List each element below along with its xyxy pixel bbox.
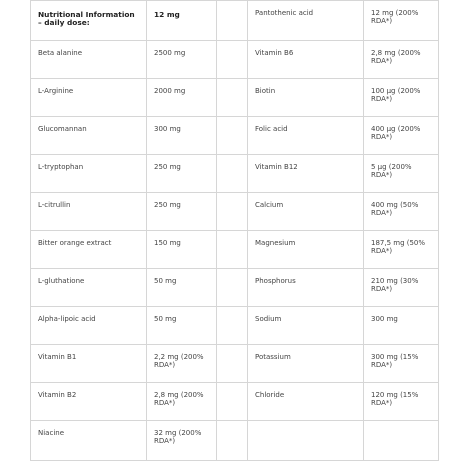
nutrient-name: Biotin [248, 79, 364, 117]
nutrient-name: Vitamin B2 [31, 383, 147, 421]
table-row [31, 155, 439, 193]
table-row [31, 41, 439, 79]
spacer-cell [217, 79, 248, 117]
nutrient-name: Bitter orange extract [31, 231, 147, 269]
spacer-cell [217, 421, 248, 461]
nutrient-name: Beta alanine [31, 41, 147, 79]
nutrient-name: L-gluthatione [31, 269, 147, 307]
nutrient-amount: 2000 mg [147, 79, 217, 117]
nutrient-name: Sodium [248, 307, 364, 345]
header-right-label: Pantothenic acid [248, 1, 364, 41]
spacer-cell [217, 231, 248, 269]
spacer-cell [217, 117, 248, 155]
nutrient-amount: 300 mg (15% RDA*) [364, 345, 439, 383]
spacer-cell [217, 269, 248, 307]
nutrient-amount: 187,5 mg (50% RDA*) [364, 231, 439, 269]
spacer-cell [217, 345, 248, 383]
table-row [31, 79, 439, 117]
nutrient-name: Niacine [31, 421, 147, 461]
nutrient-name: Alpha-lipoic acid [31, 307, 147, 345]
table-row [31, 421, 439, 461]
nutrient-name [248, 421, 364, 461]
nutrient-name: Folic acid [248, 117, 364, 155]
header-label: Nutritional Information – daily dose: [31, 1, 147, 41]
nutrient-name: L-Arginine [31, 79, 147, 117]
spacer-cell [217, 41, 248, 79]
nutrient-amount: 2,8 mg (200% RDA*) [364, 41, 439, 79]
nutrient-amount: 250 mg [147, 193, 217, 231]
nutrient-amount: 300 mg [364, 307, 439, 345]
nutrient-name: Glucomannan [31, 117, 147, 155]
nutrient-amount: 5 µg (200% RDA*) [364, 155, 439, 193]
nutrient-name: Vitamin B6 [248, 41, 364, 79]
nutrient-amount: 210 mg (30% RDA*) [364, 269, 439, 307]
nutrient-name: Calcium [248, 193, 364, 231]
spacer-cell [217, 155, 248, 193]
nutrient-amount: 32 mg (200% RDA*) [147, 421, 217, 461]
table-row [31, 307, 439, 345]
table-row [31, 193, 439, 231]
nutrient-amount: 400 µg (200% RDA*) [364, 117, 439, 155]
nutrient-amount: 400 mg (50% RDA*) [364, 193, 439, 231]
nutrient-amount: 100 µg (200% RDA*) [364, 79, 439, 117]
nutrient-amount: 2500 mg [147, 41, 217, 79]
table-header-row [31, 1, 439, 41]
spacer-cell [217, 193, 248, 231]
nutrient-amount: 150 mg [147, 231, 217, 269]
nutrient-name: L-citrullin [31, 193, 147, 231]
nutrient-amount: 120 mg (15% RDA*) [364, 383, 439, 421]
nutrient-name: Vitamin B1 [31, 345, 147, 383]
spacer-cell [217, 307, 248, 345]
table-row [31, 117, 439, 155]
header-amount: 12 mg [147, 1, 217, 41]
nutrient-amount: 300 mg [147, 117, 217, 155]
spacer-cell [217, 1, 248, 41]
table-row [31, 383, 439, 421]
table-row [31, 231, 439, 269]
nutrient-name: Vitamin B12 [248, 155, 364, 193]
nutrient-name: Magnesium [248, 231, 364, 269]
nutrient-amount: 250 mg [147, 155, 217, 193]
header-right-amount: 12 mg (200% RDA*) [364, 1, 439, 41]
nutrition-table [30, 0, 439, 461]
nutrient-name: L-tryptophan [31, 155, 147, 193]
nutrient-amount: 2,8 mg (200% RDA*) [147, 383, 217, 421]
nutrient-amount: 50 mg [147, 307, 217, 345]
nutrient-amount [364, 421, 439, 461]
nutrient-amount: 2,2 mg (200% RDA*) [147, 345, 217, 383]
nutrient-name: Potassium [248, 345, 364, 383]
nutrient-name: Phosphorus [248, 269, 364, 307]
nutrient-name: Chloride [248, 383, 364, 421]
spacer-cell [217, 383, 248, 421]
table-row [31, 345, 439, 383]
table-row [31, 269, 439, 307]
nutrient-amount: 50 mg [147, 269, 217, 307]
